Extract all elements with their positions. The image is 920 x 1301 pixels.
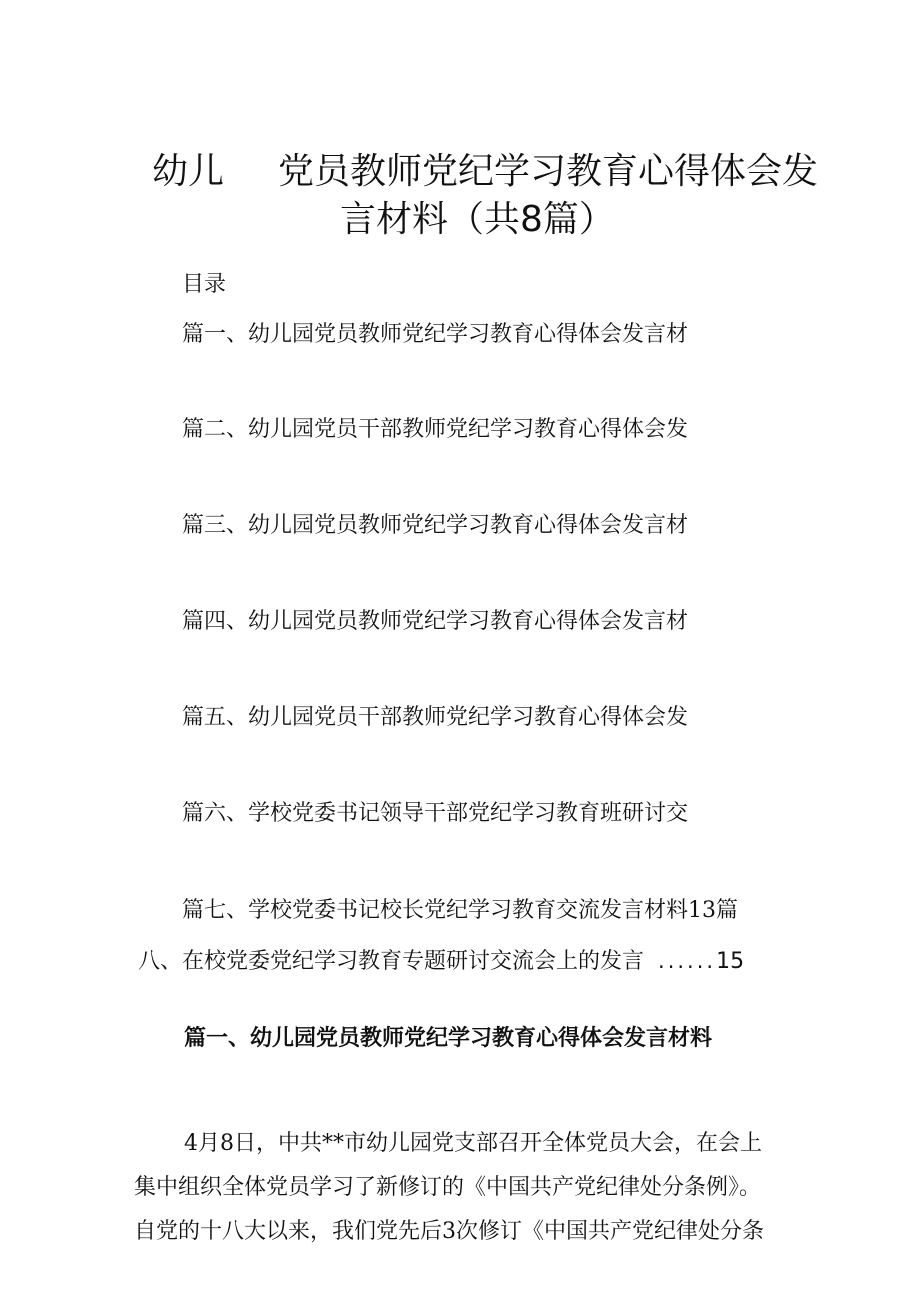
paragraph-line-1: 4月8日，中共**市幼儿园党支部召开全体党员大会，在会上 — [184, 1131, 762, 1156]
toc-item-2[interactable]: 篇二、幼儿园党员干部教师党纪学习教育心得体会发 — [182, 417, 689, 442]
toc-item-7[interactable]: 篇七、学校党委书记校长党纪学习教育交流发言材料13篇 — [182, 898, 738, 923]
toc-item-8[interactable] — [138, 946, 744, 977]
paragraph-line-3: 自党的十八大以来，我们党先后3次修订《中国共产党纪律处分条 — [134, 1219, 764, 1244]
toc-leader-dots: ...... — [658, 949, 717, 973]
section-title: 篇一、幼儿园党员教师党纪学习教育心得体会发言材料 — [184, 1026, 713, 1051]
document-title-line-1 — [152, 150, 818, 194]
toc-item-5[interactable]: 篇五、幼儿园党员干部教师党纪学习教育心得体会发 — [182, 705, 689, 730]
body-paragraph — [134, 1122, 814, 1254]
title-part-2: 党员教师党纪学习教育心得体会发 — [278, 151, 819, 192]
toc-item-8-text: 八、在校党委党纪学习教育专题研讨交流会上的发言 — [138, 949, 645, 974]
document-title-line-2: 言材料（共8篇） — [340, 199, 615, 240]
toc-item-6[interactable]: 篇六、学校党委书记领导干部党纪学习教育班研讨交 — [182, 801, 689, 826]
toc-item-4[interactable]: 篇四、幼儿园党员教师党纪学习教育心得体会发言材 — [182, 609, 689, 634]
toc-page-number: 15 — [716, 949, 745, 974]
toc-item-3[interactable]: 篇三、幼儿园党员教师党纪学习教育心得体会发言材 — [182, 513, 689, 538]
toc-heading: 目录 — [182, 272, 227, 297]
toc-item-1[interactable]: 篇一、幼儿园党员教师党纪学习教育心得体会发言材 — [182, 322, 689, 347]
paragraph-line-2: 集中组织全体党员学习了新修订的《中国共产党纪律处分条例》。 — [134, 1175, 762, 1200]
title-part-1: 幼儿 — [152, 151, 225, 192]
